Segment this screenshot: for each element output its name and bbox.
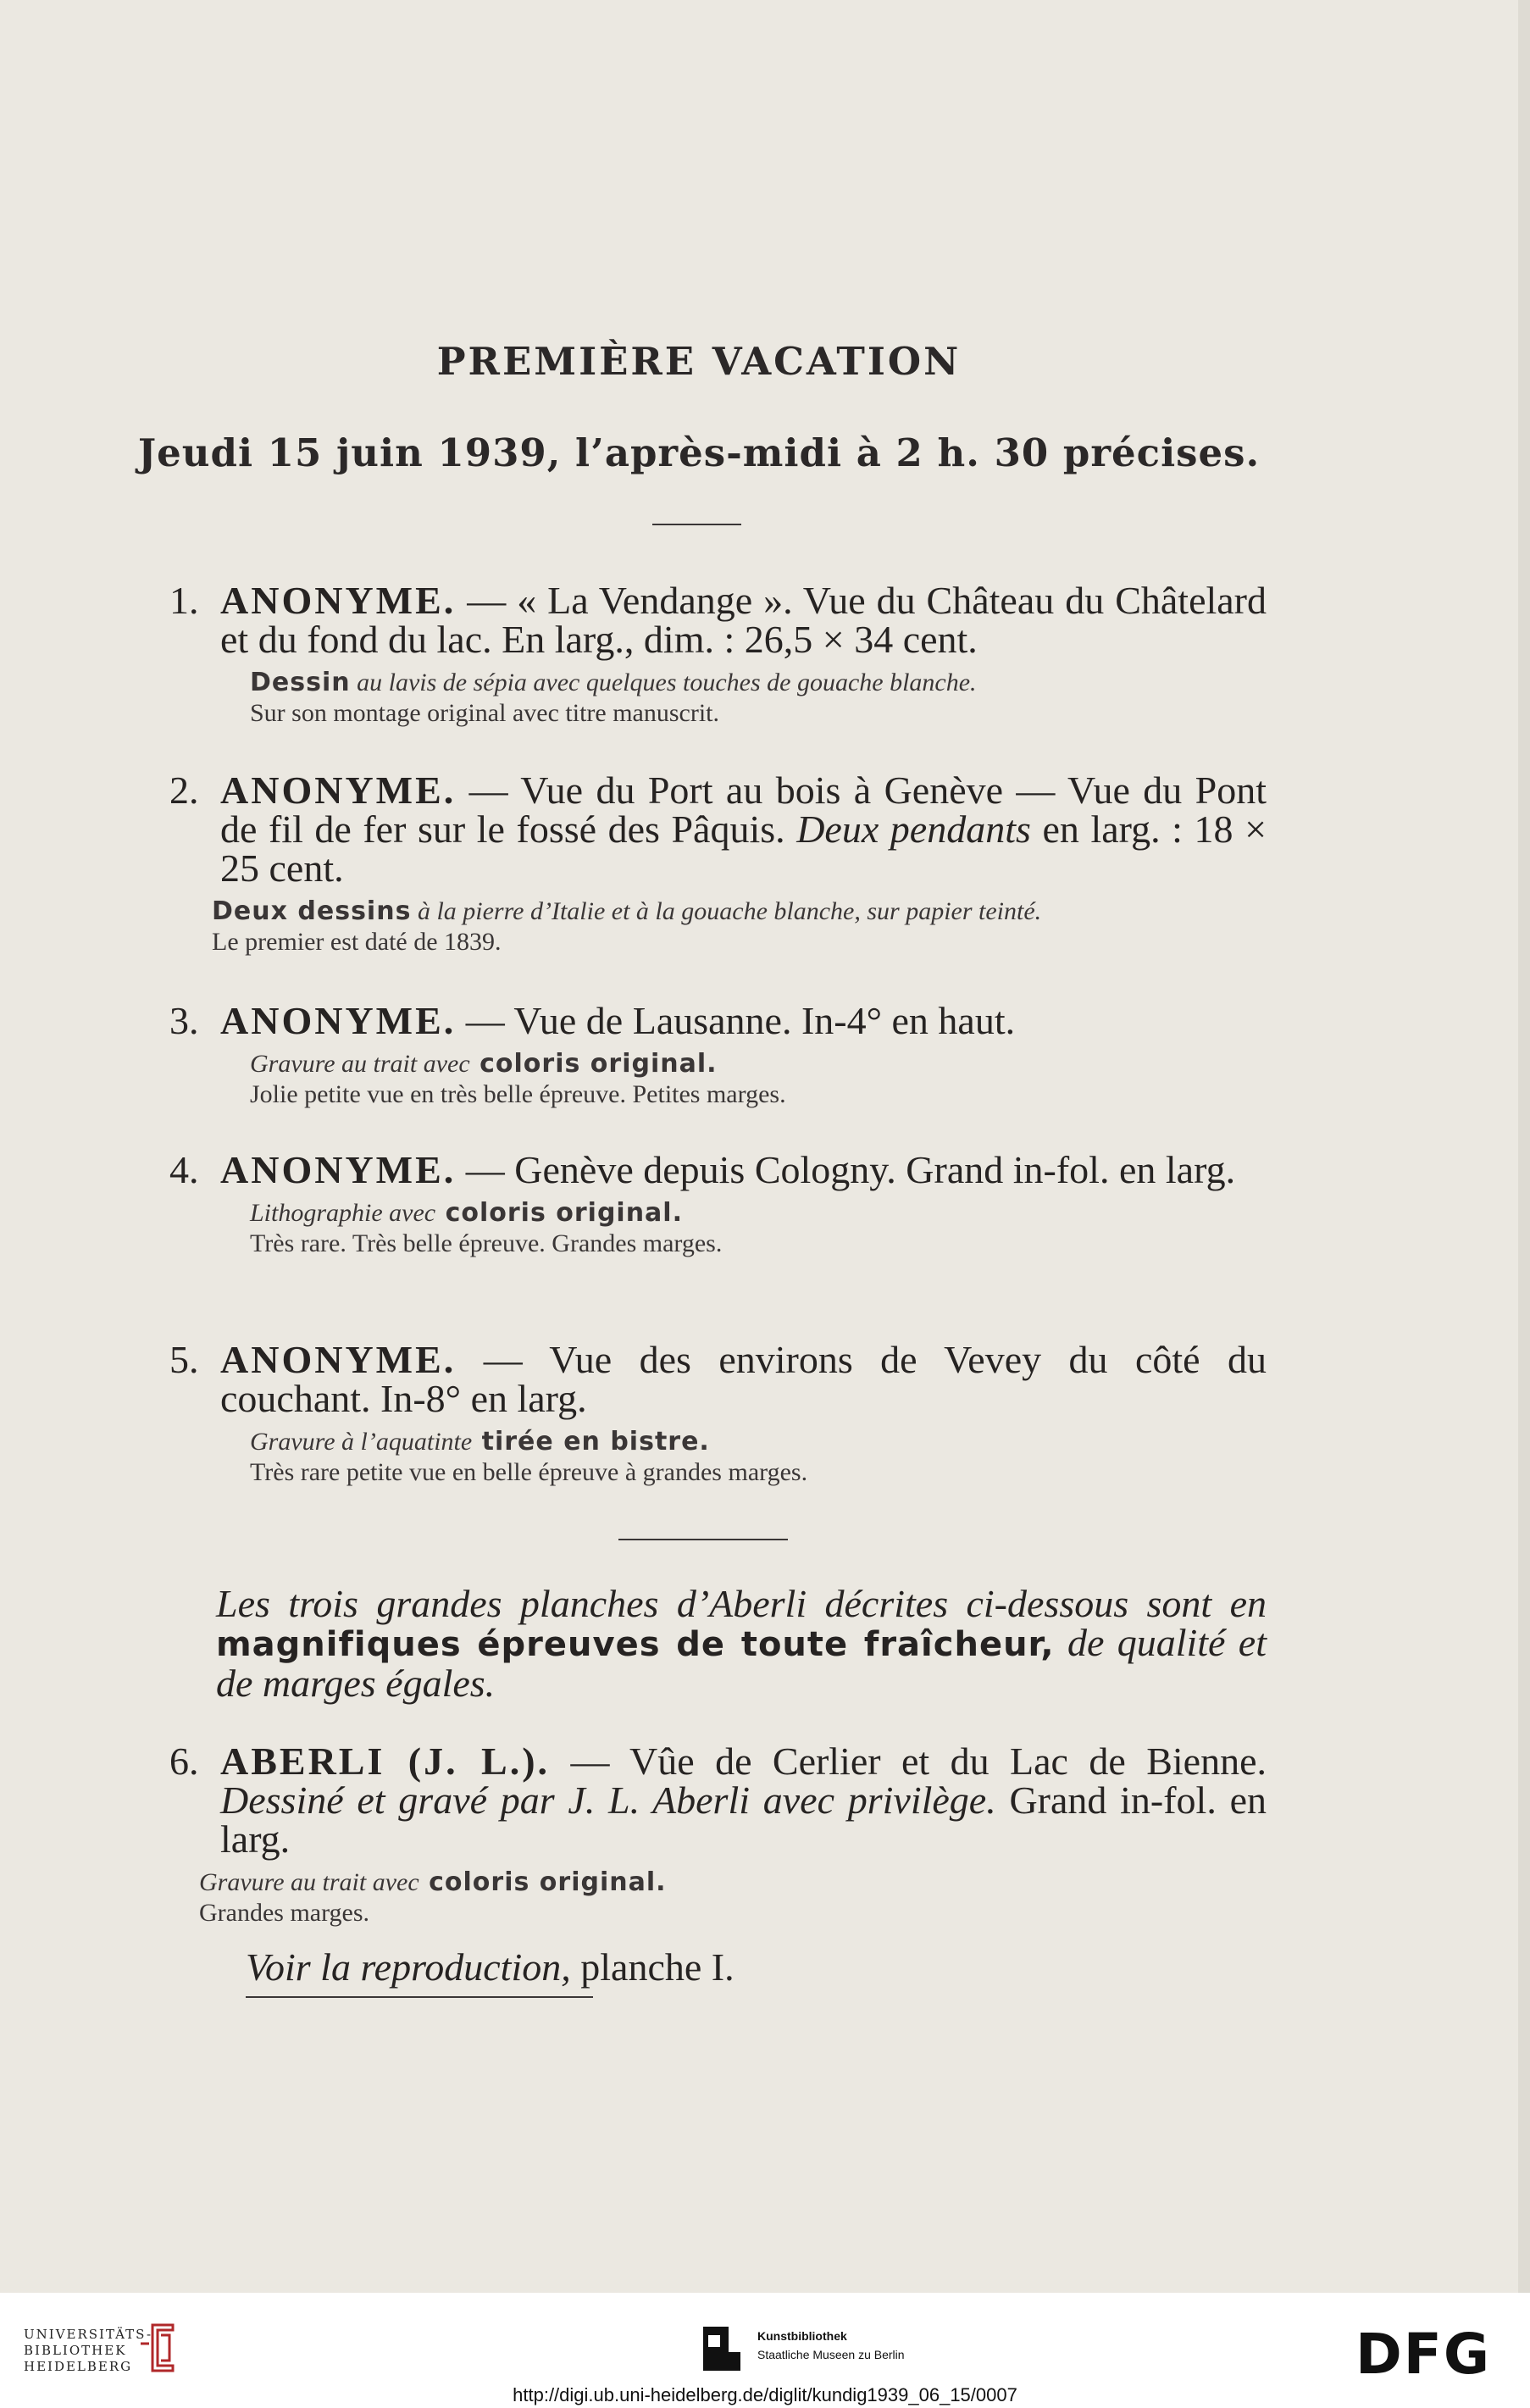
lot-text-italic: Deux pendants	[796, 807, 1031, 851]
uni-line-2: BIBLIOTHEK	[24, 2343, 127, 2358]
reproduction-reference	[246, 1947, 735, 1988]
lot-text: — Vue du Port au bois à Genève — Vue du Pont de fil de fer sur le fossé des Pâquis.	[220, 768, 1267, 851]
lot-item	[169, 1148, 1267, 1259]
lot-medium: Gravure au trait avec	[250, 1050, 470, 1078]
lot-medium: Lithographie avec	[250, 1199, 436, 1227]
lot-coloris: coloris original.	[469, 1049, 718, 1079]
permalink-url[interactable]: http://digi.ub.uni-heidelberg.de/diglit/kundig1939_06_15/0007	[513, 2384, 1017, 2405]
aberli-intro	[216, 1584, 1267, 1703]
uni-line-1: UNIVERSITÄTS-	[24, 2327, 153, 2342]
reproduction-underline	[246, 1996, 593, 1998]
lot-number: 3.	[169, 999, 199, 1042]
lot-medium-desc: au lavis de sépia avec quelques touches de gouache blanche.	[350, 669, 977, 696]
kunstbibliothek-icon	[696, 2318, 747, 2377]
intro-emphasis: magnifiques épreuves de toute fraîcheur,	[216, 1625, 1055, 1664]
lot-number: 2.	[169, 768, 199, 812]
lot-number: 4.	[169, 1148, 199, 1191]
lot-description	[220, 768, 1267, 890]
lot-note: Jolie petite vue en très belle épreuve. Petites marges.	[250, 1080, 786, 1108]
kb-subtitle: Staatliche Museen zu Berlin	[757, 2348, 905, 2361]
lot-detail	[250, 668, 1267, 729]
title-divider	[652, 524, 741, 525]
lot-medium: Deux dessins	[212, 896, 412, 926]
reproduction-plate: planche I.	[570, 1945, 735, 1989]
lot-detail	[212, 896, 1267, 957]
lot-medium: Gravure au trait avec	[199, 1868, 419, 1896]
lot-note: Sur son montage original avec titre manuscrit.	[250, 699, 720, 727]
lot-text: — Vue des environs de Vevey du côté du couchant. In-8° en larg.	[220, 1338, 1267, 1420]
lot-number: 6.	[169, 1739, 199, 1783]
reproduction-link-text: Voir la reproduction,	[246, 1945, 571, 1989]
page-subtitle: Jeudi 15 juin 1939, l’après-midi à 2 h. 30 précises.	[137, 430, 1261, 475]
lot-note: Le premier est daté de 1839.	[212, 928, 502, 956]
lot-note: Grandes marges.	[199, 1899, 370, 1927]
lot-item	[169, 581, 1267, 729]
kunstbibliothek-text	[757, 2327, 905, 2364]
lot-text: — Vue de Lausanne. In-4° en haut.	[456, 999, 1016, 1042]
lot-description	[220, 581, 1267, 659]
lot-text-after: Grand in-fol. en larg.	[220, 1778, 1267, 1861]
uni-line-3: HEIDELBERG	[24, 2359, 133, 2374]
lot-text: — Genève depuis Cologny. Grand in-fol. en larg.	[456, 1148, 1236, 1191]
lot-maker: ANONYME.	[220, 999, 457, 1042]
lot-description	[220, 1001, 1267, 1040]
lot-text: — Vûe de Cerlier et du Lac de Bienne.	[550, 1739, 1267, 1783]
lot-description	[220, 1340, 1267, 1418]
page-title: PREMIÈRE VACATION	[436, 339, 962, 384]
dfg-logo[interactable]: DFG	[1355, 2322, 1492, 2387]
lot-maker: ANONYME.	[220, 768, 457, 812]
intro-text: Les trois grandes planches d’Aberli décrites ci-dessous sont en	[216, 1582, 1267, 1625]
lot-medium-desc: à la pierre d’Italie et à la gouache blanche, sur papier teinté.	[411, 897, 1042, 925]
lot-description	[220, 1148, 1267, 1191]
lot-item	[169, 1739, 1267, 1928]
viewer-footer	[0, 2293, 1530, 2408]
lot-item	[169, 1340, 1267, 1488]
lot-note: Très rare petite vue en belle épreuve à grandes marges.	[250, 1458, 808, 1486]
lot-text-italic: Dessiné et gravé par J. L. Aberli avec privilège.	[220, 1778, 996, 1822]
lot-text-after: en larg. : 18 × 25 cent.	[220, 807, 1267, 890]
lot-detail	[250, 1049, 1267, 1110]
page-edge-shadow	[1518, 0, 1530, 2293]
lot-medium: Gravure à l’aquatinte	[250, 1428, 473, 1456]
lot-detail	[199, 1867, 1267, 1928]
section-divider	[618, 1539, 788, 1540]
lot-detail	[250, 1198, 1267, 1259]
intro-text-end: de qualité et de marges égales.	[216, 1621, 1267, 1705]
lot-maker: ANONYME.	[220, 579, 457, 622]
lot-coloris: coloris original.	[435, 1198, 683, 1228]
lot-note: Très rare. Très belle épreuve. Grandes marges.	[250, 1229, 723, 1257]
lot-description	[220, 1739, 1267, 1861]
lot-coloris: coloris original.	[419, 1867, 667, 1897]
lot-detail	[250, 1427, 1267, 1488]
uni-heidelberg-label[interactable]	[24, 2327, 152, 2375]
lot-item	[169, 1001, 1267, 1110]
uni-heidelberg-logo-icon[interactable]	[136, 2318, 178, 2377]
lot-maker: ANONYME.	[220, 1338, 457, 1381]
lot-maker: ANONYME.	[220, 1148, 457, 1191]
lot-text: — « La Vendange ». Vue du Château du Châtelard et du fond du lac. En larg., dim. : 26,5 × 34 cent.	[220, 579, 1267, 661]
lot-coloris: tirée en bistre.	[472, 1427, 710, 1456]
lot-medium: Dessin	[250, 668, 351, 697]
kb-name: Kunstbibliothek	[757, 2329, 847, 2343]
lot-number: 5.	[169, 1338, 199, 1381]
lot-number: 1.	[169, 579, 199, 622]
lot-item	[169, 768, 1267, 957]
lot-maker: ABERLI (J. L.).	[220, 1739, 551, 1783]
